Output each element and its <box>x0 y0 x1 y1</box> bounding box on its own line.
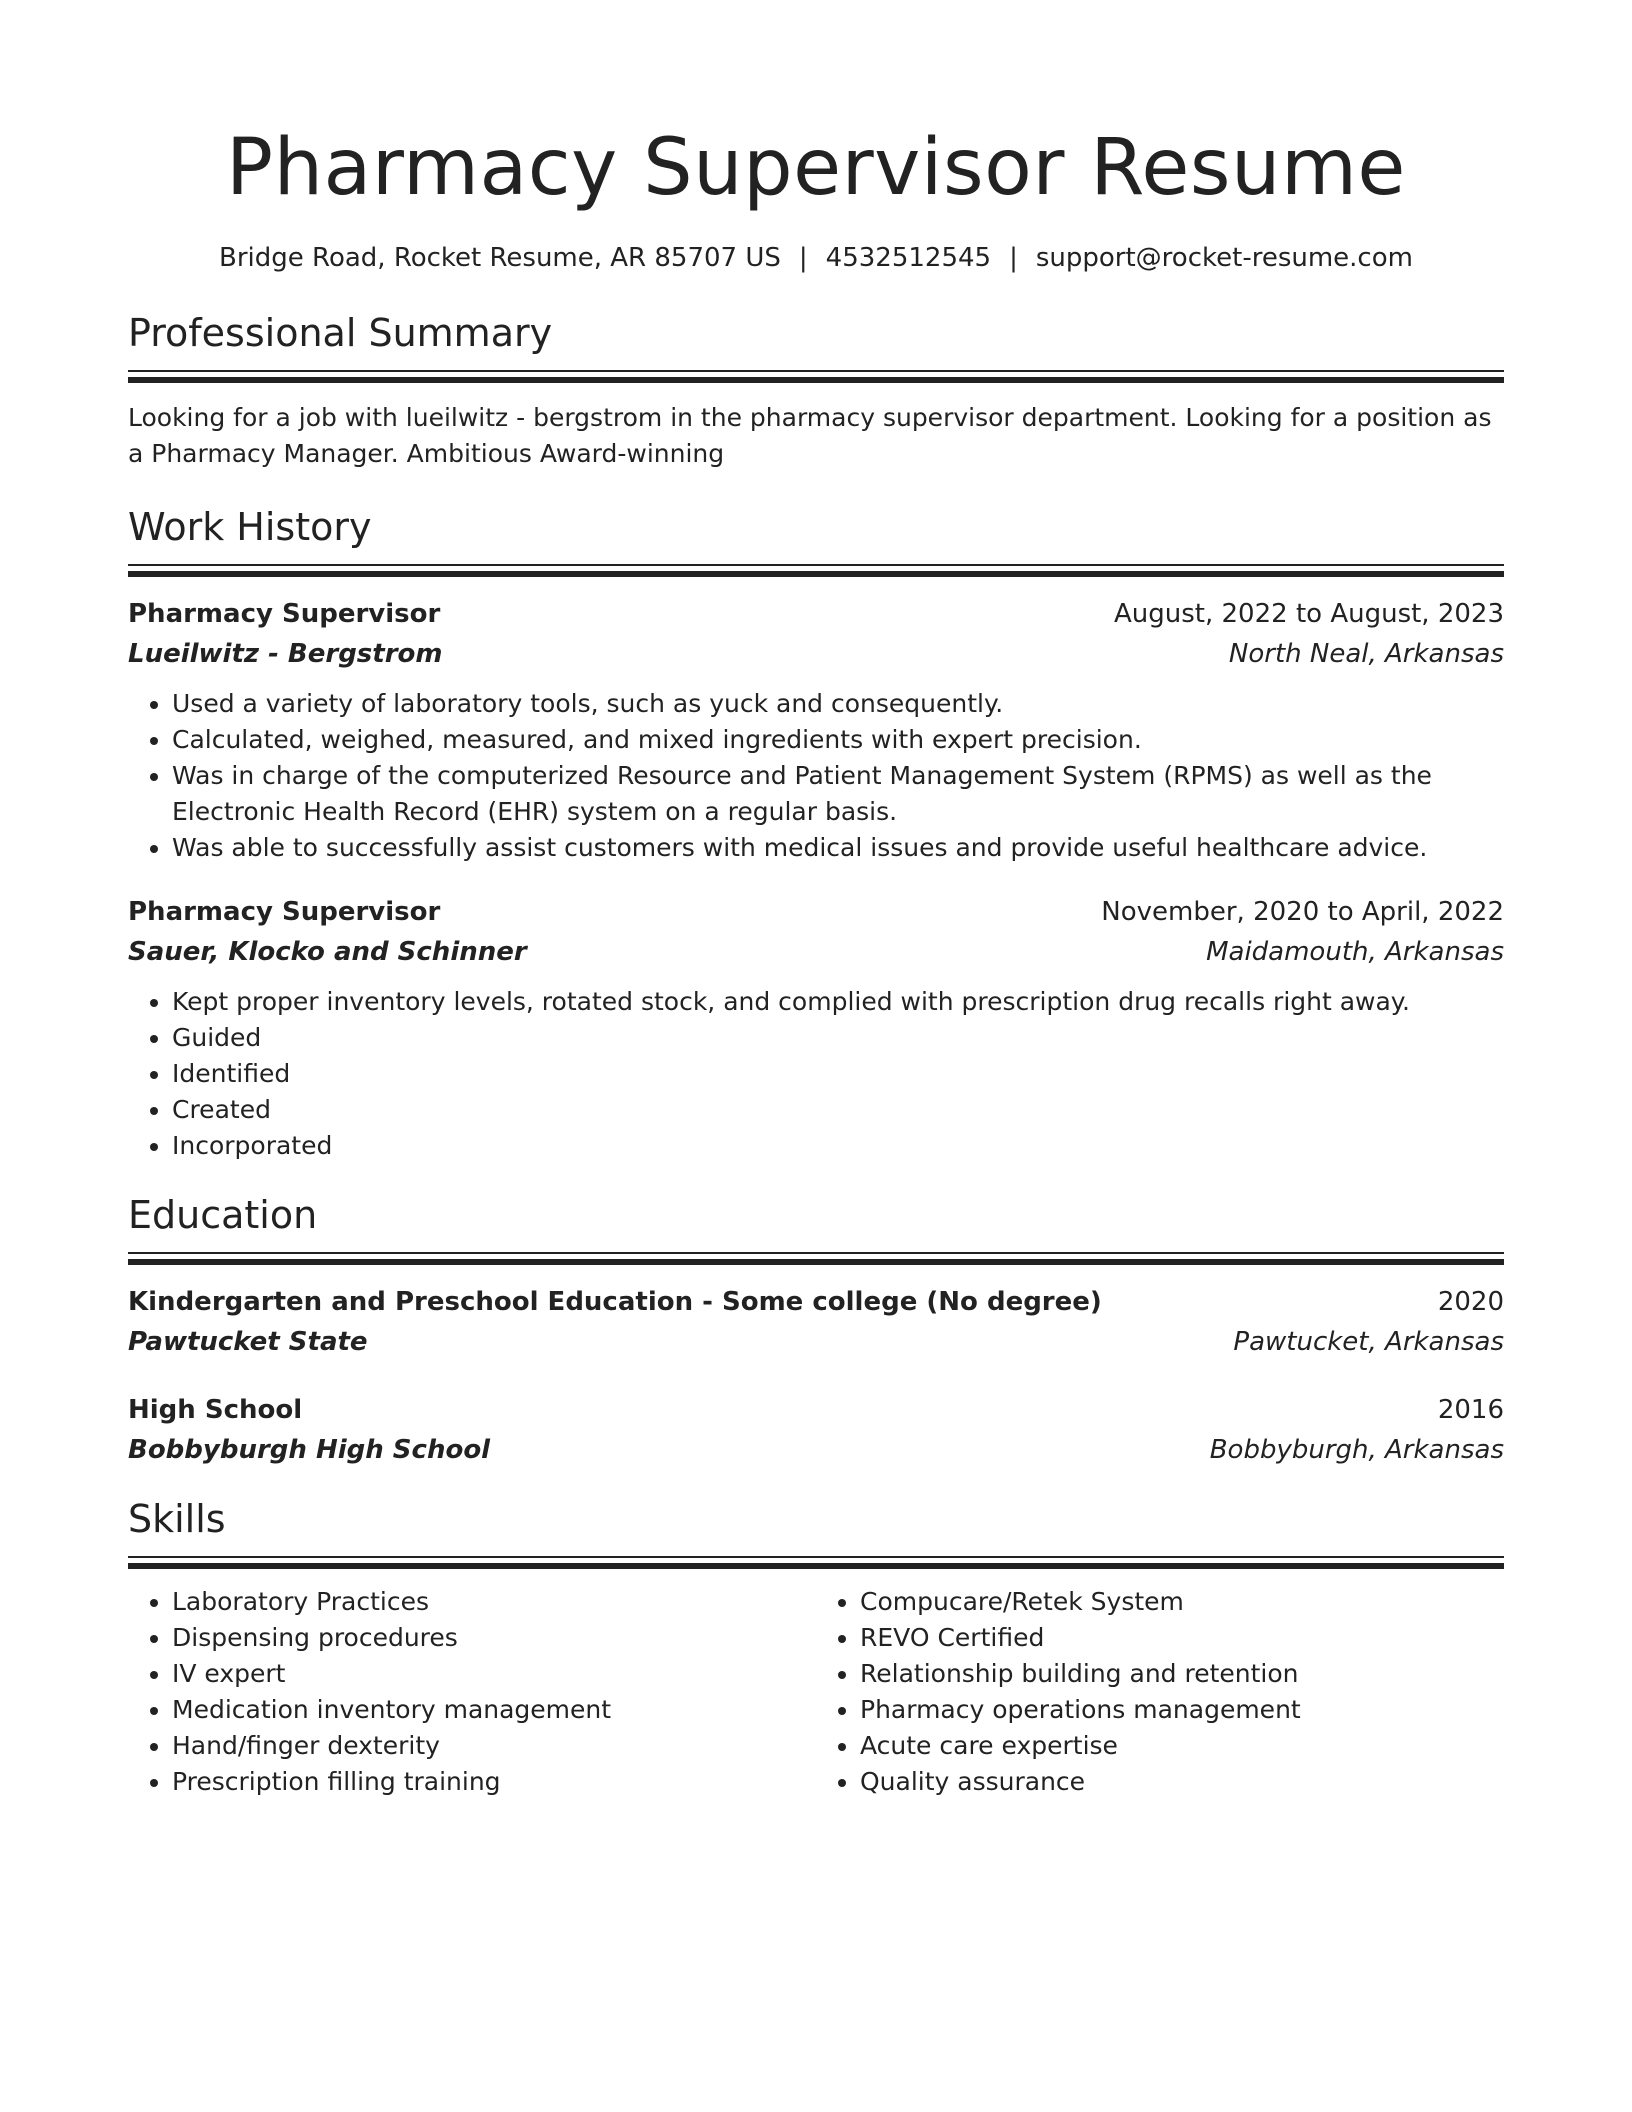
job-company-row <box>128 634 1504 674</box>
education-location: Pawtucket, Arkansas <box>1233 1327 1504 1357</box>
skill-item: • Pharmacy operations management <box>860 1692 1504 1728</box>
education-location: Bobbyburgh, Arkansas <box>1209 1435 1504 1465</box>
section-heading-education: Education <box>128 1193 318 1237</box>
skill-item: • Compucare/Retek System <box>860 1584 1504 1620</box>
job-bullet: • Was in charge of the computerized Resource and Patient Management System (RPMS) as well as the Electronic Health Record (EHR) system on a regular basis. <box>172 758 1504 830</box>
job-bullets <box>128 686 1504 866</box>
job-bullet: • Calculated, weighed, measured, and mixed ingredients with expert precision. <box>172 722 1504 758</box>
contact-separator: | <box>798 243 808 273</box>
skill-item: • Quality assurance <box>860 1764 1504 1800</box>
job-bullet: • Created <box>172 1092 1504 1128</box>
education-school-row <box>128 1430 1504 1470</box>
education-school: Bobbyburgh High School <box>128 1435 491 1465</box>
job-bullet: • Was able to successfully assist customers with medical issues and provide useful healthcare advice. <box>172 830 1504 866</box>
job-company-row <box>128 932 1504 972</box>
job-bullet: • Incorporated <box>172 1128 1504 1164</box>
skill-item: • Medication inventory management <box>172 1692 816 1728</box>
education-entry <box>128 1390 1504 1470</box>
job-entry <box>128 892 1504 1164</box>
education-degree: Kindergarten and Preschool Education - Some college (No degree) <box>128 1287 1102 1317</box>
skill-item: • Laboratory Practices <box>172 1584 816 1620</box>
education-degree: High School <box>128 1395 303 1425</box>
job-title: Pharmacy Supervisor <box>128 599 441 629</box>
contact-email: support@rocket-resume.com <box>1035 243 1413 273</box>
skill-item: • Acute care expertise <box>860 1728 1504 1764</box>
section-divider <box>128 564 1504 578</box>
skill-item: • Relationship building and retention <box>860 1656 1504 1692</box>
education-year: 2020 <box>1437 1287 1504 1317</box>
job-bullets <box>128 984 1504 1164</box>
education-year: 2016 <box>1437 1395 1504 1425</box>
job-location: North Neal, Arkansas <box>1228 639 1504 669</box>
job-company: Lueilwitz - Bergstrom <box>128 639 443 669</box>
contact-phone: 4532512545 <box>825 243 992 273</box>
contact-separator: | <box>1009 243 1018 273</box>
job-title: Pharmacy Supervisor <box>128 897 441 927</box>
skills-list <box>816 1584 1504 1800</box>
job-company: Sauer, Klocko and Schinner <box>128 937 527 967</box>
job-header-row <box>128 892 1504 932</box>
section-heading-work-history: Work History <box>128 505 372 549</box>
skill-item: • REVO Certified <box>860 1620 1504 1656</box>
job-bullet: • Guided <box>172 1020 1504 1056</box>
job-location: Maidamouth, Arkansas <box>1206 937 1504 967</box>
skill-item: • Hand/finger dexterity <box>172 1728 816 1764</box>
job-entry <box>128 594 1504 866</box>
summary-section <box>128 308 1504 472</box>
job-bullet: • Used a variety of laboratory tools, such as yuck and consequently. <box>172 686 1504 722</box>
section-heading-summary: Professional Summary <box>128 311 553 355</box>
section-divider <box>128 1252 1504 1266</box>
skills-section <box>128 1494 1504 1800</box>
resume-title: Pharmacy Supervisor Resume <box>226 123 1406 213</box>
job-header-row <box>128 594 1504 634</box>
skill-item: • IV expert <box>172 1656 816 1692</box>
education-header-row <box>128 1390 1504 1430</box>
job-dates: November, 2020 to April, 2022 <box>1101 897 1504 927</box>
skills-column-left <box>128 1584 816 1800</box>
section-divider <box>128 370 1504 384</box>
job-bullet: • Identified <box>172 1056 1504 1092</box>
education-header-row <box>128 1282 1504 1322</box>
job-dates: August, 2022 to August, 2023 <box>1114 599 1504 629</box>
skills-column-right <box>816 1584 1504 1800</box>
education-entry <box>128 1282 1504 1362</box>
education-school: Pawtucket State <box>128 1327 368 1357</box>
summary-text: Looking for a job with lueilwitz - bergstrom in the pharmacy supervisor department. Looking for a position as a Pharmacy Manager. Ambitious Award-winning <box>128 403 1492 468</box>
skill-item: • Dispensing procedures <box>172 1620 816 1656</box>
section-divider <box>128 1556 1504 1570</box>
work-history-section <box>128 502 1504 1164</box>
education-school-row <box>128 1322 1504 1362</box>
contact-line <box>128 240 1504 276</box>
skill-item: • Prescription filling training <box>172 1764 816 1800</box>
skills-list <box>128 1584 816 1800</box>
education-section <box>128 1190 1504 1470</box>
skills-grid <box>128 1584 1504 1800</box>
contact-address: Bridge Road, Rocket Resume, AR 85707 US <box>219 243 781 273</box>
job-bullet: • Kept proper inventory levels, rotated stock, and complied with prescription drug recalls right away. <box>172 984 1504 1020</box>
section-heading-skills: Skills <box>128 1497 226 1541</box>
